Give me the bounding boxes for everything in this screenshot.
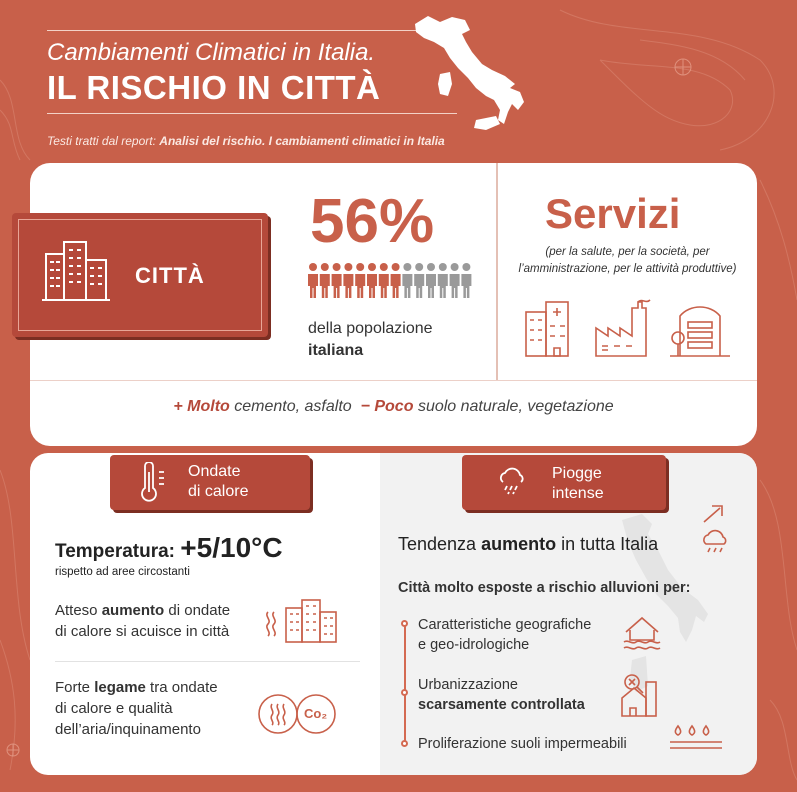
urban-search-icon (618, 672, 658, 718)
heat-point-2: Forte legame tra ondate di calore e qualità dell’aria/inquinamento (55, 679, 218, 738)
citta-label: CITTÀ (135, 263, 205, 288)
italy-map-icon (410, 12, 540, 132)
person-icon (308, 263, 318, 298)
source-prefix: Testi tratti dal report: (47, 134, 156, 148)
rain-increase-icon (698, 500, 738, 556)
population-text (308, 318, 433, 362)
heat-separator (55, 661, 360, 662)
header (47, 30, 457, 114)
population-line2: italiana (308, 342, 364, 359)
servizi-subtitle: (per la salute, per la società, per l’amministrazione, per le attività produttive) (518, 246, 737, 275)
heat-co2-icon (256, 692, 342, 736)
population-percent: 56% (310, 187, 435, 256)
minus-sign: − (360, 398, 370, 415)
bullet-dot-3 (401, 740, 408, 747)
heat-tab-line1: Ondate (188, 463, 241, 480)
source-note (47, 134, 445, 148)
heat-point-1: Atteso aumento di ondate di calore si acuisce in città (55, 602, 231, 640)
office-building-icon (670, 307, 730, 356)
bullet-line (404, 622, 406, 744)
population-line1: della popolazione (308, 320, 433, 337)
bullet-dot-2 (401, 689, 408, 696)
impermeable-soil-icon (668, 722, 724, 752)
bullet-dot-1 (401, 620, 408, 627)
person-icon (461, 263, 471, 298)
person-icon (332, 263, 342, 298)
person-icon (438, 263, 448, 298)
person-icon (426, 263, 436, 298)
rain-tab-line1: Piogge (552, 465, 602, 482)
person-icon (355, 263, 365, 298)
person-icon (379, 263, 389, 298)
header-subtitle: Cambiamenti Climatici in Italia. (47, 39, 376, 66)
plus-rest: cemento, asfalto (234, 398, 352, 415)
city-buildings-icon (42, 240, 110, 304)
rain-cloud-icon (497, 464, 527, 498)
temperature-label: Temperatura: (55, 541, 176, 562)
source-title: Analisi del rischio. I cambiamenti climatici in Italia (159, 134, 445, 148)
services-icons (520, 298, 740, 358)
co2-label: Co₂ (304, 706, 328, 721)
plus-bold: Molto (187, 398, 230, 415)
flooded-house-icon (622, 612, 664, 654)
temperature-sub: rispetto ad aree circostanti (55, 566, 190, 578)
horizontal-divider (30, 380, 757, 381)
person-icon (450, 263, 460, 298)
minus-rest: suolo naturale, vegetazione (417, 398, 614, 415)
flood-cause-3: Proliferazione suoli impermeabili (418, 736, 627, 752)
flood-cause-2: Urbanizzazione scarsamente controllata (418, 677, 585, 713)
temperature-line (55, 532, 283, 564)
rain-trend: Tendenza aumento in tutta Italia (398, 534, 659, 554)
thermometer-icon (137, 462, 167, 502)
heat-tab-line2: di calore (188, 483, 249, 500)
person-icon (402, 263, 412, 298)
person-icon (320, 263, 330, 298)
rain-tab-line2: intense (552, 485, 604, 502)
flood-cause-1: Caratteristiche geografiche e geo-idrologiche (418, 617, 592, 653)
temperature-value: +5/10°C (180, 532, 283, 563)
plus-sign: + (173, 398, 183, 415)
population-people-icons (308, 262, 478, 300)
factory-icon (596, 300, 650, 356)
city-heat-icon (262, 598, 340, 644)
header-bottom-line (47, 113, 457, 114)
rain-tab-label (552, 464, 604, 504)
person-icon (343, 263, 353, 298)
minus-bold: Poco (374, 398, 414, 415)
concrete-vegetation-line (30, 398, 757, 416)
vertical-divider (496, 163, 498, 380)
person-icon (391, 263, 401, 298)
servizi-title: Servizi (545, 190, 681, 237)
flood-exposure-heading: Città molto esposte a rischio alluvioni per: (398, 580, 691, 596)
header-title: IL RISCHIO IN CITTÀ (47, 69, 381, 106)
person-icon (414, 263, 424, 298)
heat-tab-label (188, 462, 248, 502)
person-icon (367, 263, 377, 298)
hospital-icon (526, 302, 568, 356)
header-top-line (47, 30, 457, 31)
